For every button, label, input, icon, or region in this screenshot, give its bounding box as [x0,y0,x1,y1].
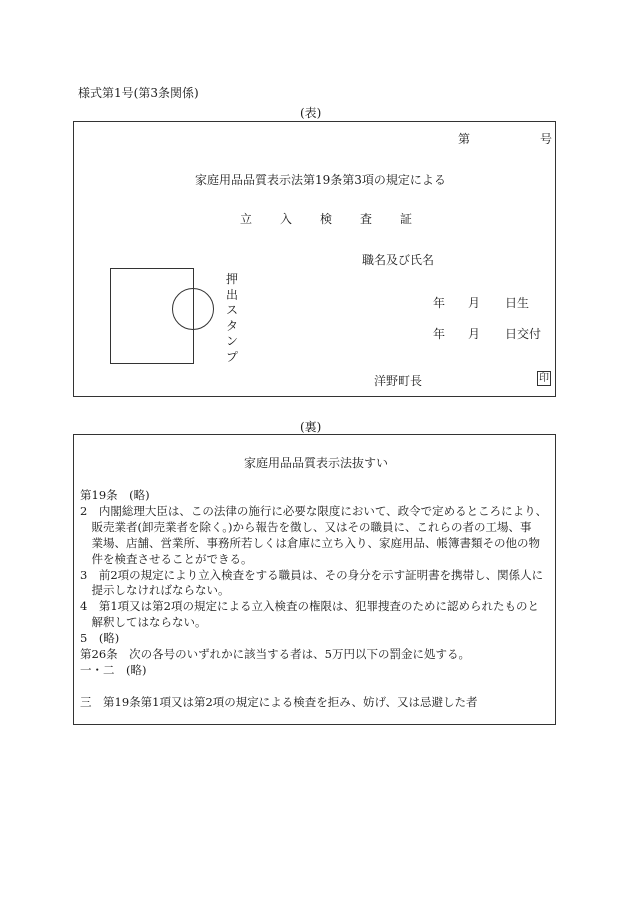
law-line: 提示しなければならない。 [80,583,230,598]
law-line: 4 第1項又は第2項の規定による立入検査の権限は、犯罪捜査のために認められたものと [80,599,539,614]
certificate-back [73,434,556,725]
law-line: 第26条 次の各号のいずれかに該当する者は、5万円以下の罰金に処する。 [80,647,470,662]
law-line: 販売業者(卸売業者を除く。)から報告を徴し、又はその職員に、これらの者の工場、事 [80,519,532,534]
law-line: 第19条 (略) [80,488,150,502]
stamp-circle [172,288,214,330]
law-line: 三 第19条第1項又は第2項の規定による検査を拒み、妨げ、又は忌避した者 [80,694,478,709]
number-prefix: 第 [458,132,471,146]
law-line: 3 前2項の規定により立入検査をする職員は、その身分を示す証明書を携帯し、関係人に [80,567,544,582]
blank-line [80,679,550,695]
card-title-char: 立 [240,212,253,226]
law-line: 業場、店舗、営業所、事務所若しくは倉庫に立ち入り、家庭用品、帳簿書類その他の物 [80,535,540,550]
card-title-char: 入 [280,212,293,226]
stamp-label: 押出スタンプ [226,272,239,364]
seal-mark: 印 [539,373,549,384]
issue-year-label: 年 [433,327,446,341]
law-line: 一・二 (略) [80,662,147,677]
position-name-label: 職名及び氏名 [362,253,435,267]
law-excerpt [80,488,550,711]
back-side-label: (裏) [300,420,322,434]
birth-day-label: 日生 [505,296,530,310]
law-line: 5 (略) [80,631,120,646]
card-title-char: 検 [320,212,333,226]
law-line: 件を検査させることができる。 [80,551,253,566]
birth-month-label: 月 [468,296,481,310]
law-line: 解釈してはならない。 [80,615,207,630]
law-reference: 家庭用品品質表示法第19条第3項の規定による [195,173,446,187]
card-title-char: 証 [400,212,413,226]
issue-month-label: 月 [468,327,481,341]
birth-year-label: 年 [433,296,446,310]
front-side-label: (表) [300,106,322,120]
card-title-char: 査 [360,212,373,226]
card-title [240,210,412,227]
law-line: 2 内閣総理大臣は、この法律の施行に必要な限度において、政令で定めるところにより、 [80,503,548,518]
certificate-front [73,121,556,397]
issue-day-label: 日交付 [505,327,542,341]
back-title: 家庭用品品質表示法抜すい [244,456,389,470]
form-title: 様式第1号(第3条関係) [78,86,199,100]
number-suffix: 号 [540,132,553,146]
issuer-name: 洋野町長 [374,374,423,388]
